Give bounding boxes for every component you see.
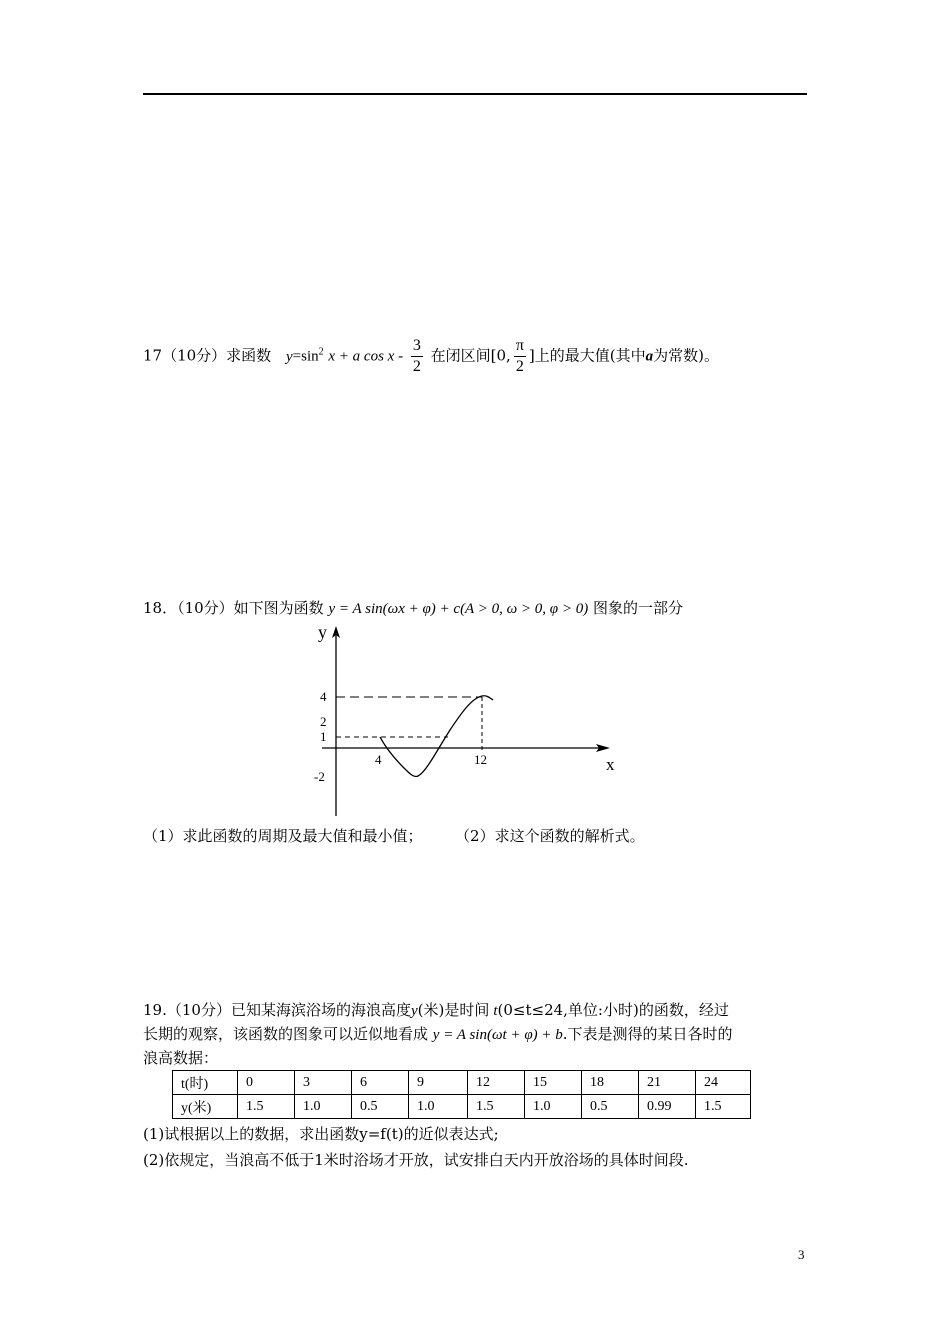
q17-text-end-2: 为常数)。 <box>653 346 719 365</box>
q18-part2: （2）求这个函数的解析式。 <box>462 827 645 845</box>
table-cell: 0.99 <box>639 1095 696 1119</box>
q19-var-t: t <box>493 1003 498 1019</box>
table-cell: 3 <box>295 1071 352 1095</box>
q17-frac1-num: 3 <box>411 336 423 357</box>
q19-text-d: 长期的观察，该函数的图象可以近似地看成 <box>143 1025 429 1043</box>
q17-text-end-1: ]上的最大值(其中 <box>528 346 646 365</box>
table-cell: 0.5 <box>582 1095 639 1119</box>
table-cell: 1.0 <box>525 1095 582 1119</box>
table-cell: 1.0 <box>409 1095 468 1119</box>
q19-part1: (1)试根据以上的数据，求出函数y=f(t)的近似表达式; <box>143 1125 499 1143</box>
y-tick-minus-2: -2 <box>314 769 325 784</box>
q17-fraction-3-2 <box>411 336 423 377</box>
q19-var-y: y <box>410 1003 418 1019</box>
table-cell: 1.5 <box>468 1095 525 1119</box>
q17-frac2-den: 2 <box>515 358 524 375</box>
table-cell: 15 <box>525 1071 582 1095</box>
q19-text-c: (0≤t≤24,单位:小时)的函数，经过 <box>497 1001 729 1019</box>
q19-line3: 浪高数据： <box>143 1049 219 1067</box>
table-cell: 6 <box>352 1071 409 1095</box>
q18-label: 18．（10分）如下图为函数 <box>143 599 324 617</box>
table-header-y: y(米) <box>173 1095 238 1119</box>
table-cell: 0 <box>238 1071 295 1095</box>
table-cell: 21 <box>639 1071 696 1095</box>
table-cell: 12 <box>468 1071 525 1095</box>
q19-formula: y = A sin(ωt + φ) + b <box>432 1027 563 1043</box>
table-cell: 18 <box>582 1071 639 1095</box>
question-17 <box>143 336 719 377</box>
table-header-t: t(时) <box>173 1071 238 1095</box>
table-row-height <box>173 1095 751 1119</box>
y-tick-2: 2 <box>320 714 327 729</box>
q17-var-a: a <box>645 348 654 365</box>
q18-subquestions <box>143 826 645 846</box>
q17-func-lhs: y <box>285 348 293 365</box>
y-axis-label: y <box>318 622 327 642</box>
page-number: 3 <box>798 1247 805 1262</box>
question-18 <box>143 598 683 619</box>
table-cell: 9 <box>409 1071 468 1095</box>
q17-func-eq: =sin <box>292 348 319 365</box>
wave-height-table <box>172 1070 751 1119</box>
q17-func-mid: x + a cos x - <box>328 348 404 365</box>
q17-func-sq: 2 <box>318 346 324 358</box>
header-rule <box>143 93 807 95</box>
q19-text-e: .下表是测得的某日各时的 <box>562 1025 733 1043</box>
x-axis-label: x <box>606 755 615 774</box>
table-cell: 1.5 <box>238 1095 295 1119</box>
table-row-time <box>173 1071 751 1095</box>
x-tick-4: 4 <box>375 752 382 767</box>
q18-function-graph <box>300 618 620 823</box>
x-tick-12: 12 <box>474 752 487 767</box>
q17-label: 17（10分）求函数 <box>143 346 272 365</box>
q17-frac2-num: π <box>514 336 526 357</box>
q19-line1 <box>143 1000 729 1021</box>
q18-formula: y = A sin(ωx + φ) + c(A > 0, ω > 0, φ > 0) <box>328 601 589 617</box>
table-cell: 24 <box>696 1071 751 1095</box>
y-tick-1: 1 <box>320 729 327 744</box>
q19-text-b: (米)是时间 <box>417 1001 490 1019</box>
q19-line2 <box>143 1024 733 1045</box>
table-cell: 1.0 <box>295 1095 352 1119</box>
table-cell: 1.5 <box>696 1095 751 1119</box>
table-cell: 0.5 <box>352 1095 409 1119</box>
q17-frac1-den: 2 <box>412 358 421 375</box>
q19-text-a: 19.（10分）已知某海滨浴场的海浪高度 <box>143 1001 411 1019</box>
q17-text-mid: 在闭区间[0, <box>430 346 511 365</box>
q18-text-end: 图象的一部分 <box>592 599 683 617</box>
q18-part1: （1）求此函数的周期及最大值和最小值； <box>143 827 423 845</box>
q19-part2: (2)依规定，当浪高不低于1米时浴场才开放，试安排白天内开放浴场的具体时间段. <box>143 1151 689 1169</box>
y-tick-4: 4 <box>320 689 327 704</box>
q17-fraction-pi-2 <box>514 336 526 377</box>
